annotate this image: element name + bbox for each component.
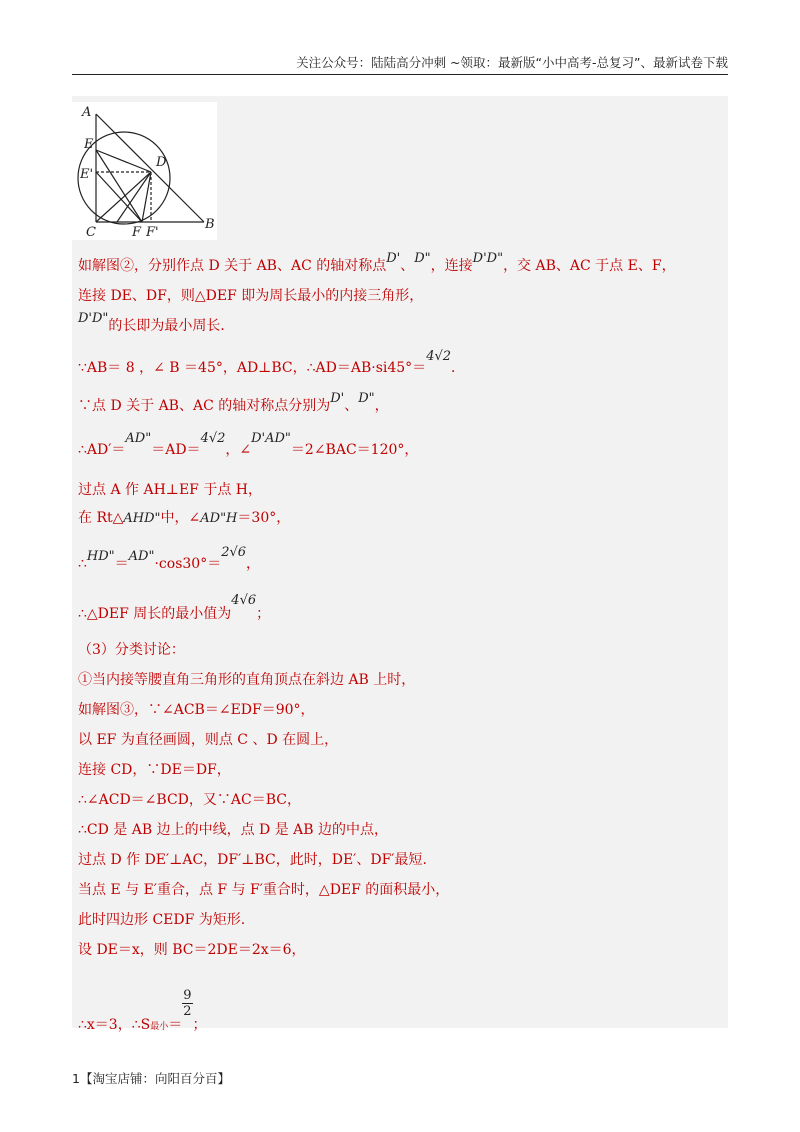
label-F-prime: F' bbox=[146, 225, 159, 240]
math-image: AD" bbox=[128, 549, 155, 564]
label-D: D bbox=[156, 155, 167, 170]
label-C: C bbox=[86, 225, 96, 240]
label-E-prime: E' bbox=[80, 167, 94, 182]
math-image: HD" bbox=[86, 549, 115, 564]
math-image: D' bbox=[330, 391, 345, 406]
text-line-4: ∵AB＝ 8 ，∠ B ＝45°，AD⊥BC，∴AD＝AB·si45°＝4√2． bbox=[78, 349, 466, 376]
text-line-19: 当点 E 与 E′重合，点 F 与 F′重合时，△DEF 的面积最小， bbox=[78, 882, 450, 898]
text-line-5: ∵点 D 关于 AB、AC 的轴对称点分别为D'、D"， bbox=[78, 391, 389, 414]
page-header: 关注公众号：陆陆高分冲刺 ~领取：最新版“小中高考-总复习”、最新试卷下载 bbox=[72, 54, 728, 75]
text-line-15: 连接 CD，∵DE＝DF， bbox=[78, 762, 231, 778]
page-footer: 1【淘宝店铺：向阳百分百】 bbox=[72, 1071, 230, 1086]
text-line-8: 在 Rt△AHD"中，∠AD"H＝30°， bbox=[78, 508, 290, 529]
math-image: D'D" bbox=[472, 251, 504, 266]
label-F: F bbox=[132, 225, 142, 240]
text-line-18: 过点 D 作 DE′⊥AC，DF′⊥BC，此时，DE′、DF′最短. bbox=[78, 852, 427, 868]
math-image: D'AD" bbox=[251, 431, 291, 446]
text-line-7: 过点 A 作 AH⊥EF 于点 H， bbox=[78, 482, 262, 498]
math-image: D" bbox=[414, 251, 431, 266]
math-image: AHD" bbox=[123, 511, 161, 526]
text-line-3: D'D"的长即为最小周长． bbox=[78, 311, 235, 334]
text-line-6: ∴AD′＝AD"＝AD＝4√2，∠D'AD"＝2∠BAC＝120°， bbox=[78, 431, 419, 458]
fraction-nine-halves: $\frac{9}{2}$ bbox=[183, 988, 192, 1019]
text-line-14: 以 EF 为直径画圆，则点 C 、D 在圆上， bbox=[78, 732, 339, 748]
text-line-20: 此时四边形 CEDF 为矩形. bbox=[78, 912, 246, 928]
geometry-diagram bbox=[72, 102, 217, 240]
geometry-figure bbox=[72, 102, 217, 240]
text-line-16: ∴∠ACD＝∠BCD，又∵AC＝BC， bbox=[78, 792, 301, 808]
text-line-12: ①当内接等腰直角三角形的直角顶点在斜边 AB 上时， bbox=[78, 672, 416, 688]
math-image: 4√6 bbox=[231, 593, 257, 608]
math-image: AD"H bbox=[200, 511, 238, 526]
text-line-11: （3）分类讨论： bbox=[78, 642, 185, 658]
math-image: D' bbox=[386, 251, 401, 266]
label-E: E bbox=[84, 137, 94, 152]
text-line-17: ∴CD 是 AB 边上的中线，点 D 是 AB 边的中点， bbox=[78, 822, 389, 838]
math-image: D'D" bbox=[78, 311, 109, 326]
math-image: 4√2 bbox=[200, 431, 226, 446]
text-line-9: ∴HD"＝AD"·cos30°＝2√6， bbox=[78, 545, 261, 572]
text-line-13: 如解图③，∵∠ACB＝∠EDF＝90°， bbox=[78, 702, 315, 718]
text-line-1: 如解图②，分别作点 D 关于 AB、AC 的轴对称点D'、D"，连接D'D"，交 AB、AC 于点 E、F， bbox=[78, 251, 676, 274]
label-B: B bbox=[205, 217, 215, 232]
text-line-2: 连接 DE、DF，则△DEF 即为周长最小的内接三角形， bbox=[78, 288, 424, 304]
label-A: A bbox=[82, 105, 92, 120]
text-line-21: 设 DE＝x，则 BC＝2DE＝2x＝6， bbox=[78, 942, 306, 958]
math-image: 2√6 bbox=[221, 545, 247, 560]
solution-content bbox=[72, 96, 728, 1033]
text-line-22: ∴x＝3，∴S最小＝ $\frac{9}{2}$ ； bbox=[78, 988, 207, 1033]
math-image: AD" bbox=[125, 431, 152, 446]
text-line-10: ∴△DEF 周长的最小值为4√6； bbox=[78, 593, 271, 622]
math-image: D" bbox=[358, 391, 375, 406]
math-image: 4√2 bbox=[426, 349, 452, 364]
